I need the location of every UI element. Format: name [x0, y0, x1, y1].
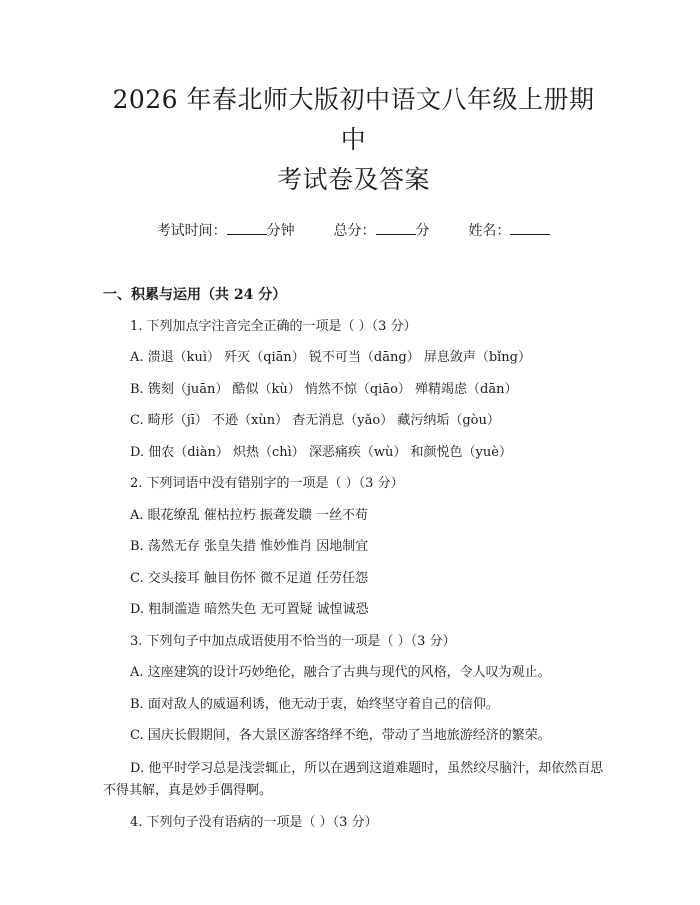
- question-option: D. 他平时学习总是浅尝辄止，所以在遇到这道难题时，虽然绞尽脑汁，却依然百思不得其解，真是妙手偶得啊。: [103, 760, 604, 798]
- question-option: C. 畸形（jī） 不逊（xùn） 杳无消息（yǎo） 藏污纳垢（gòu）: [130, 413, 500, 428]
- question-option: B. 镌刻（juān） 酷似（kù） 悄然不惊（qiāo） 殚精竭虑（dān）: [130, 381, 518, 397]
- total-score-label: 总分：: [333, 223, 376, 239]
- exam-info-row: [103, 220, 604, 241]
- total-score-blank: [376, 220, 416, 235]
- question-option: D. 粗制滥造 暗然失色 无可置疑 诚惶诚恐: [130, 602, 369, 617]
- exam-time-unit: 分钟: [266, 223, 295, 239]
- exam-time-label: 考试时间：: [156, 223, 227, 239]
- title-line-2: 考试卷及答案: [276, 165, 430, 194]
- question-option: C. 国庆长假期间，各大景区游客络绎不绝，带动了当地旅游经济的繁荣。: [130, 728, 551, 743]
- question-option: B. 荡然无存 张皇失措 惟妙惟肖 因地制宜: [130, 539, 369, 554]
- title-line-1: 2026 年春北师大版初中语文八年级上册期中: [112, 85, 595, 154]
- question-option: A. 这座建筑的设计巧妙绝伦，融合了古典与现代的风格，令人叹为观止。: [130, 665, 551, 680]
- question-stem: 4. 下列句子没有语病的一项是（ ）（3 分）: [130, 815, 378, 830]
- question-option: D. 佃农（diàn） 炽热（chì） 深恶痛疾（wù） 和颜悦色（yuè）: [130, 444, 512, 460]
- question-stem: 3. 下列句子中加点成语使用不恰当的一项是（ ）（3 分）: [130, 633, 456, 649]
- question-option: B. 面对敌人的威逼利诱，他无动于衷，始终坚守着自己的信仰。: [130, 696, 499, 712]
- total-score-unit: 分: [415, 223, 430, 239]
- question-option: C. 交头接耳 触目伤怀 微不足道 任劳任怨: [130, 570, 369, 586]
- question-option: A. 溃退（kuì） 歼灭（qiān） 锐不可当（dāng） 屏息敛声（bǐng）: [130, 350, 532, 365]
- exam-time-blank: [227, 220, 267, 235]
- question-stem: 1. 下列加点字注音完全正确的一项是（ ）（3 分）: [130, 318, 417, 334]
- student-name-label: 姓名：: [468, 223, 511, 239]
- document-title: [103, 0, 604, 200]
- question-stem: 2. 下列词语中没有错别字的一项是（ ）（3 分）: [130, 476, 404, 491]
- question-option: A. 眼花缭乱 催枯拉朽 振聋发聩 一丝不苟: [130, 507, 369, 523]
- student-name-blank: [510, 220, 550, 235]
- section-heading: 一、积累与运用（共 24 分）: [103, 287, 287, 303]
